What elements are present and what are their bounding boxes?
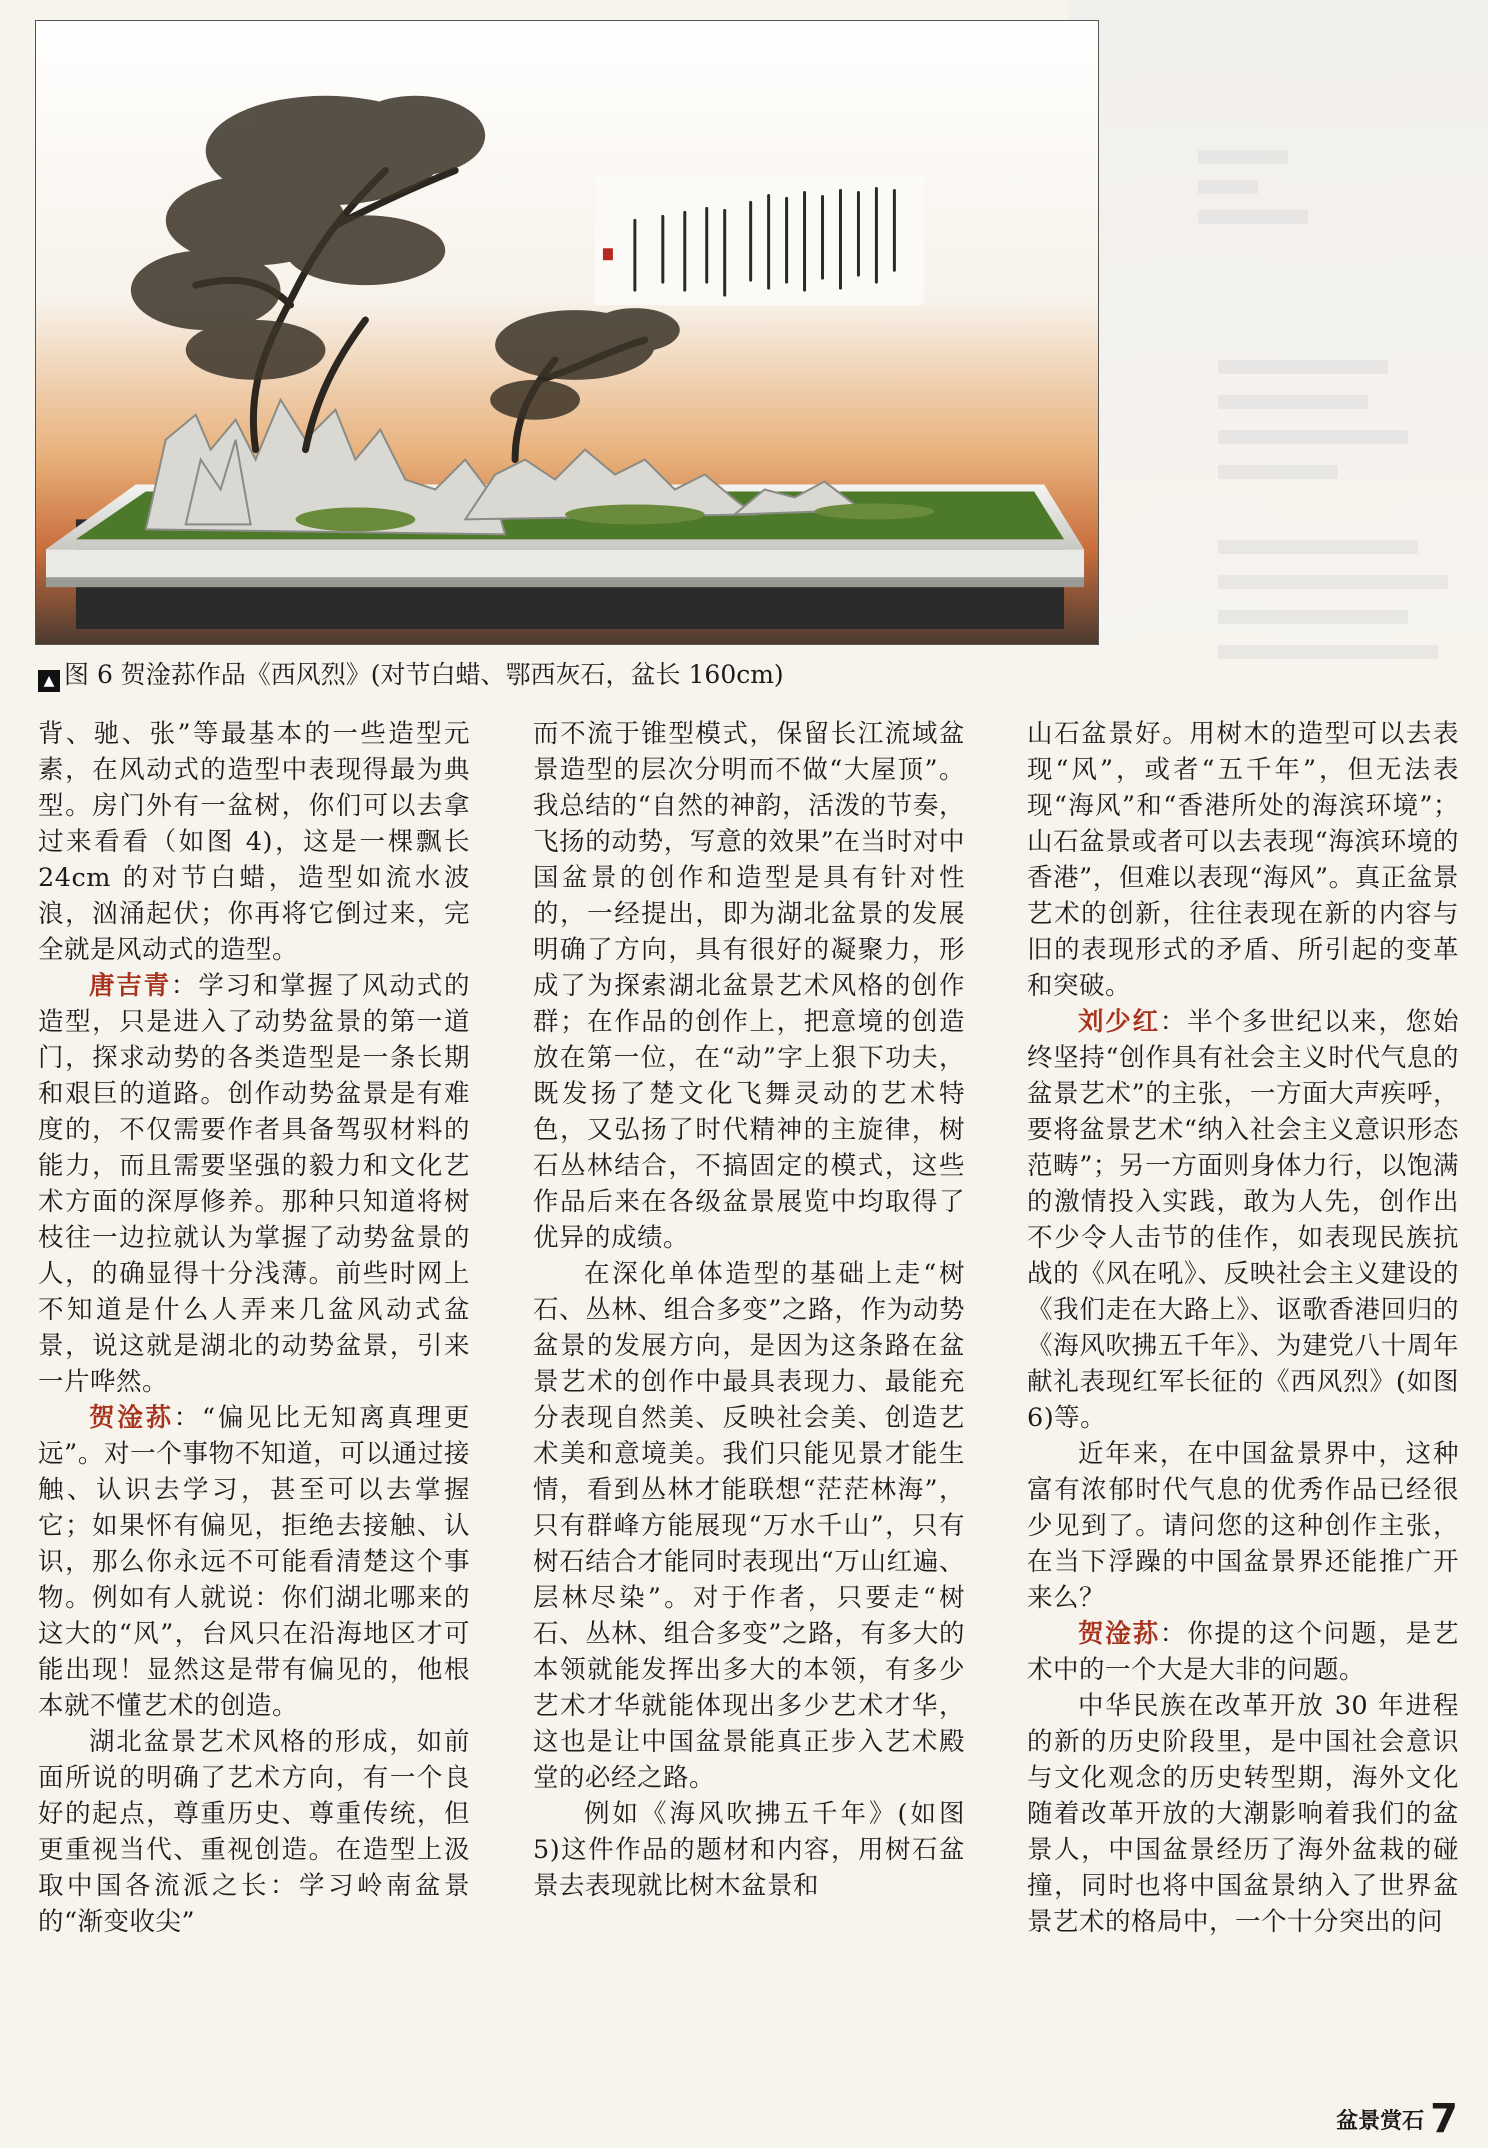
paragraph-text: 山石盆景好。用树木的造型可以去表现“风”，或者“五千年”，但无法表现“海风”和“香港所处的海滨环境”；山石盆景或者可以去表现“海滨环境的香港”，但难以表现“海风”。真正盆景艺术的创新，往往表现在新的内容与旧的表现形式的矛盾、所引起的变革和突破。 xyxy=(1027,719,1459,1001)
paragraph xyxy=(38,1724,470,1940)
column-2 xyxy=(533,716,965,1904)
speaker-name: 贺淦荪 xyxy=(89,1403,174,1433)
caption-triangle-icon: ▲ xyxy=(38,670,60,692)
paragraph-text: 中华民族在改革开放 30 年进程的新的历史阶段里，是中国社会意识与文化观念的历史转型期，海外文化随着改革开放的大潮影响着我们的盆景人，中国盆景经历了海外盆栽的碰撞，同时也将中国盆景纳入了世界盆景艺术的格局中，一个十分突出的问 xyxy=(1027,1691,1459,1937)
paragraph xyxy=(533,1256,965,1796)
paragraph xyxy=(533,1796,965,1904)
paragraph-text: ：你提的这个问题，是艺术中的一个大是大非的问题。 xyxy=(1027,1619,1459,1685)
paragraph-text: ：学习和掌握了风动式的造型，只是进入了动势盆景的第一道门，探求动势的各类造型是一条长期和艰巨的道路。创作动势盆景是有难度的，不仅需要作者具备驾驭材料的能力，而且需要坚强的毅力和文化艺术方面的深厚修养。那种只知道将树枝往一边拉就认为掌握了动势盆景的人，的确显得十分浅薄。前些时网上不知道是什么人弄来几盆风动式盆景，说这就是湖北的动势盆景，引来一片哗然。 xyxy=(38,971,470,1397)
paragraph-text: ：“偏见比无知离真理更远”。对一个事物不知道，可以通过接触、认识去学习，甚至可以去掌握它；如果怀有偏见，拒绝去接触、认识，那么你永远不可能看清楚这个事物。例如有人就说：你们湖北哪来的这大的“风”，台风只在沿海地区才可能出现！显然这是带有偏见的，他根本就不懂艺术的创造。 xyxy=(38,1403,470,1721)
paragraph xyxy=(38,1400,470,1724)
speaker-name: 唐吉青 xyxy=(89,971,171,1001)
paragraph xyxy=(1027,1688,1459,1940)
paragraph xyxy=(38,716,470,968)
paragraph xyxy=(1027,716,1459,1004)
paragraph xyxy=(1027,1616,1459,1688)
paragraph-text: ：半个多世纪以来，您始终坚持“创作具有社会主义时代气息的盆景艺术”的主张，一方面大声疾呼，要将盆景艺术“纳入社会主义意识形态范畴”；另一方面则身体力行，以饱满的激情投入实践，敢为人先，创作出不少令人击节的佳作，如表现民族抗战的《风在吼》、反映社会主义建设的《我们走在大路上》、讴歌香港回归的《海风吹拂五千年》、为建党八十周年献礼表现红军长征的《西风烈》(如图 6)等。 xyxy=(1027,1007,1459,1433)
paragraph xyxy=(1027,1004,1459,1436)
page-number: 7 xyxy=(1430,2096,1458,2142)
paragraph xyxy=(38,968,470,1400)
column-1 xyxy=(38,716,470,1940)
magazine-name: 盆景赏石 xyxy=(1336,2108,1425,2134)
paragraph xyxy=(1027,1436,1459,1616)
paragraph-text: 在深化单体造型的基础上走“树石、丛林、组合多变”之路，作为动势盆景的发展方向，是因为这条路在盆景艺术的创作中最具表现力、最能充分表现自然美、反映社会美、创造艺术美和意境美。我们只能见景才能生情，看到丛林才能联想“茫茫林海”，只有群峰方能展现“万水千山”，只有树石结合才能同时表现出“万山红遍、层林尽染”。对于作者，只要走“树石、丛林、组合多变”之路，有多大的本领就能发挥出多大的本领，有多少艺术才华就能体现出多少艺术才华，这也是让中国盆景能真正步入艺术殿堂的必经之路。 xyxy=(533,1259,965,1793)
bleed-through-area xyxy=(1068,0,1488,700)
figure-caption xyxy=(38,660,784,692)
figure-6-photo xyxy=(35,20,1099,645)
paragraph-text: 背、驰、张”等最基本的一些造型元素，在风动式的造型中表现得最为典型。房门外有一盆树，你们可以去拿过来看看（如图 4)，这是一棵飘长 24cm 的对节白蜡，造型如流水波浪，汹涌起伏；你再将它倒过来，完全就是风动式的造型。 xyxy=(38,719,470,965)
paragraph-text: 而不流于锥型模式，保留长江流域盆景造型的层次分明而不做“大屋顶”。我总结的“自然的神韵，活泼的节奏，飞扬的动势，写意的效果”在当时对中国盆景的创作和造型是具有针对性的，一经提出，即为湖北盆景的发展明确了方向，具有很好的凝聚力，形成了为探索湖北盆景艺术风格的创作群；在作品的创作上，把意境的创造放在第一位，在“动”字上狠下功夫，既发扬了楚文化飞舞灵动的艺术特色，又弘扬了时代精神的主旋律，树石丛林结合，不搞固定的模式，这些作品后来在各级盆景展览中均取得了优异的成绩。 xyxy=(533,719,965,1253)
paragraph xyxy=(533,716,965,1256)
page-footer xyxy=(1336,2096,1458,2142)
paragraph-text: 湖北盆景艺术风格的形成，如前面所说的明确了艺术方向，有一个良好的起点，尊重历史、尊重传统，但更重视当代、重视创造。在造型上汲取中国各流派之长：学习岭南盆景的“渐变收尖” xyxy=(38,1727,470,1937)
paragraph-text: 例如《海风吹拂五千年》(如图 5)这件作品的题材和内容，用树石盆景去表现就比树木盆景和 xyxy=(533,1799,965,1901)
bonsai-photo xyxy=(36,21,1098,644)
caption-label: 图 6 xyxy=(64,660,113,689)
speaker-name: 刘少红 xyxy=(1078,1007,1160,1037)
column-3 xyxy=(1027,716,1459,1940)
caption-text: 贺淦荪作品《西风烈》(对节白蜡、鄂西灰石，盆长 160cm) xyxy=(112,660,784,689)
speaker-name: 贺淦荪 xyxy=(1078,1619,1160,1649)
paragraph-text: 近年来，在中国盆景界中，这种富有浓郁时代气息的优秀作品已经很少见到了。请问您的这种创作主张，在当下浮躁的中国盆景界还能推广开来么？ xyxy=(1027,1439,1459,1613)
